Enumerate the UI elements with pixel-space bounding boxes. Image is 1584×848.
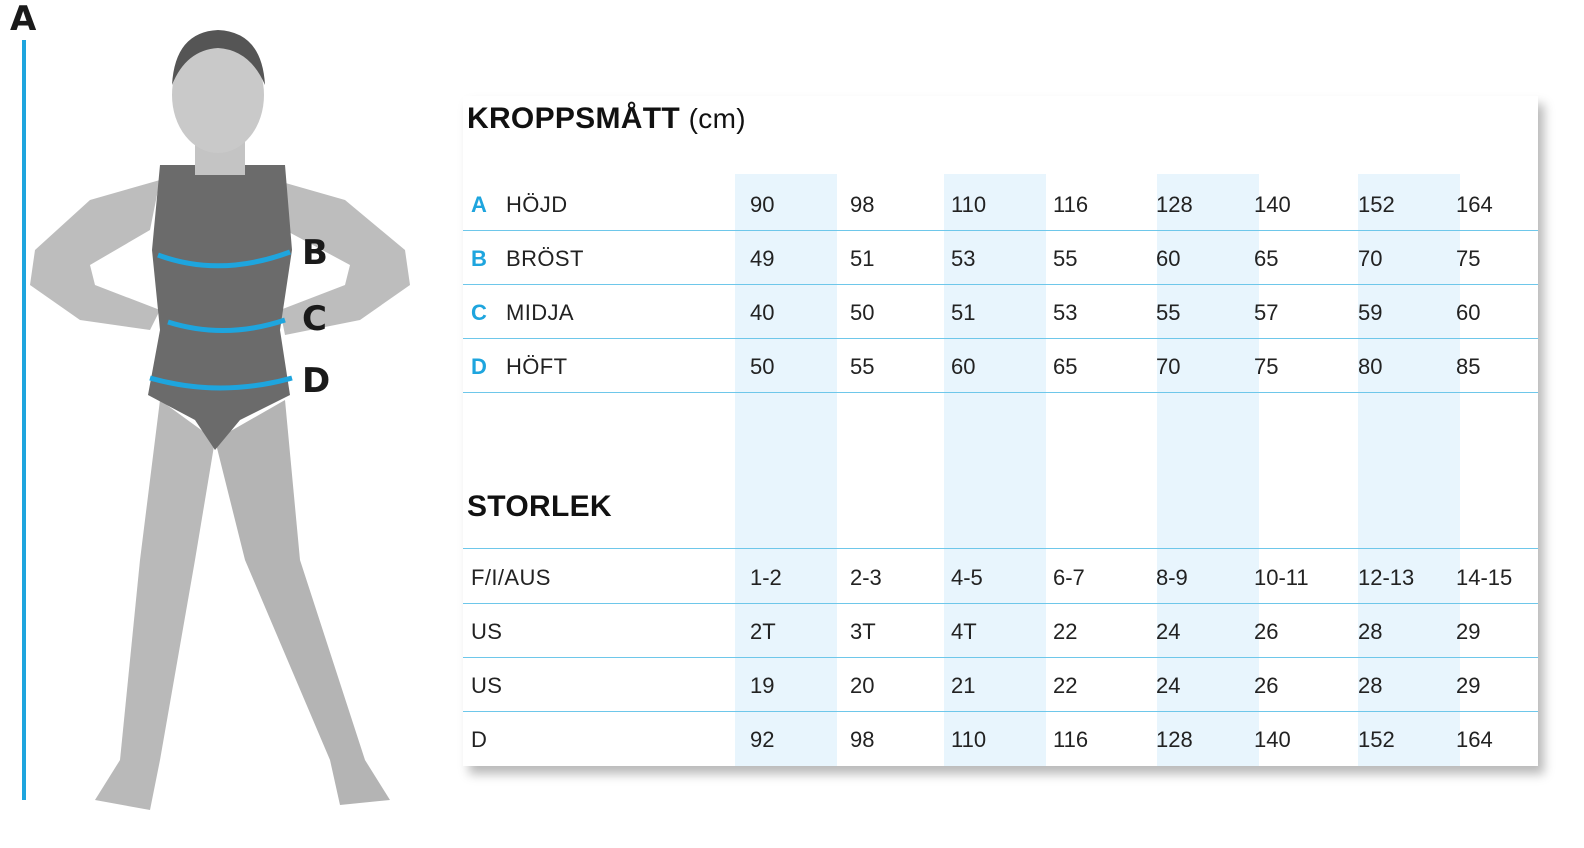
table-cell: 53 (1053, 300, 1078, 325)
hip-marker-label: D (302, 361, 331, 401)
row-label: MIDJA (506, 300, 574, 325)
table-row (463, 603, 1538, 658)
table-cell: 1-2 (750, 565, 782, 590)
table-cell: 92 (750, 727, 775, 752)
table-cell: 24 (1156, 673, 1181, 698)
left-arm (30, 180, 160, 330)
row-key: D (471, 354, 487, 379)
table-cell: 29 (1456, 673, 1481, 698)
table-cell: 55 (850, 354, 875, 379)
table-cell: 2T (750, 619, 776, 644)
table-cell: 50 (750, 354, 775, 379)
table-cell: 55 (1156, 300, 1181, 325)
table-cell: 51 (951, 300, 976, 325)
table-cell: 14-15 (1456, 565, 1513, 590)
table-cell: 26 (1254, 673, 1279, 698)
table-row (463, 338, 1538, 393)
table-cell: 24 (1156, 619, 1181, 644)
table-cell: 22 (1053, 619, 1078, 644)
table-cell: 28 (1358, 619, 1383, 644)
table-cell: 6-7 (1053, 565, 1085, 590)
table-cell: 4-5 (951, 565, 983, 590)
table-cell: 164 (1456, 192, 1493, 217)
table-cell: 20 (850, 673, 875, 698)
table-cell: 22 (1053, 673, 1078, 698)
table-cell: 164 (1456, 727, 1493, 752)
table-cell: 60 (1456, 300, 1481, 325)
table-cell: 28 (1358, 673, 1383, 698)
table-cell: 110 (951, 192, 987, 217)
height-marker-label: A (10, 0, 37, 39)
table-cell: 116 (1053, 192, 1089, 217)
table-cell: 8-9 (1156, 565, 1188, 590)
table-cell: 98 (850, 192, 875, 217)
size-chart-card (463, 96, 1538, 766)
row-label: BRÖST (506, 246, 584, 271)
table-cell: 40 (750, 300, 775, 325)
section-title-text: STORLEK (467, 490, 612, 523)
table-cell: 60 (1156, 246, 1181, 271)
row-label: US (471, 673, 503, 698)
table-cell: 75 (1456, 246, 1481, 271)
table-row (463, 711, 1538, 765)
table-cell: 60 (951, 354, 976, 379)
table-row (463, 230, 1538, 285)
table-row (463, 176, 1538, 231)
body-measurements-title (467, 102, 746, 136)
table-cell: 49 (750, 246, 775, 271)
table-cell: 26 (1254, 619, 1279, 644)
table-cell: 70 (1358, 246, 1383, 271)
table-cell: 128 (1156, 727, 1193, 752)
table-cell: 128 (1156, 192, 1193, 217)
table-cell: 21 (951, 673, 976, 698)
table-cell: 152 (1358, 727, 1395, 752)
table-cell: 85 (1456, 354, 1481, 379)
child-silhouette (0, 0, 440, 848)
table-cell: 2-3 (850, 565, 882, 590)
row-key: C (471, 300, 487, 325)
table-cell: 10-11 (1254, 565, 1309, 590)
table-row (463, 657, 1538, 712)
table-cell: 57 (1254, 300, 1279, 325)
table-cell: 55 (1053, 246, 1078, 271)
row-label: F/I/AUS (471, 565, 551, 590)
table-row (463, 549, 1538, 604)
row-label: US (471, 619, 503, 644)
right-arm (275, 180, 410, 339)
left-leg (95, 400, 215, 810)
table-cell: 65 (1254, 246, 1279, 271)
section-title-text: KROPPSMÅTT (467, 102, 680, 135)
table-cell: 140 (1254, 727, 1291, 752)
row-key: A (471, 192, 487, 217)
table-cell: 75 (1254, 354, 1279, 379)
body-figure (0, 0, 440, 848)
table-cell: 90 (750, 192, 775, 217)
table-cell: 51 (850, 246, 875, 271)
table-cell: 110 (951, 727, 987, 752)
right-leg (215, 400, 390, 805)
chest-marker-label: B (302, 233, 328, 273)
table-cell: 4T (951, 619, 977, 644)
section-title-unit: (cm) (688, 103, 746, 134)
table-cell: 12-13 (1358, 565, 1415, 590)
table-cell: 50 (850, 300, 875, 325)
table-cell: 3T (850, 619, 876, 644)
table-cell: 53 (951, 246, 976, 271)
table-row (463, 284, 1538, 339)
size-title (467, 490, 612, 524)
row-label: D (471, 727, 488, 752)
table-cell: 29 (1456, 619, 1481, 644)
table-cell: 116 (1053, 727, 1089, 752)
row-label: HÖFT (506, 354, 568, 379)
waist-marker-label: C (302, 299, 327, 339)
row-key: B (471, 246, 487, 271)
table-cell: 80 (1358, 354, 1383, 379)
table-cell: 70 (1156, 354, 1181, 379)
table-cell: 59 (1358, 300, 1383, 325)
row-label: HÖJD (506, 192, 568, 217)
table-cell: 65 (1053, 354, 1078, 379)
table-cell: 152 (1358, 192, 1395, 217)
table-cell: 140 (1254, 192, 1291, 217)
table-cell: 19 (750, 673, 775, 698)
table-cell: 98 (850, 727, 875, 752)
